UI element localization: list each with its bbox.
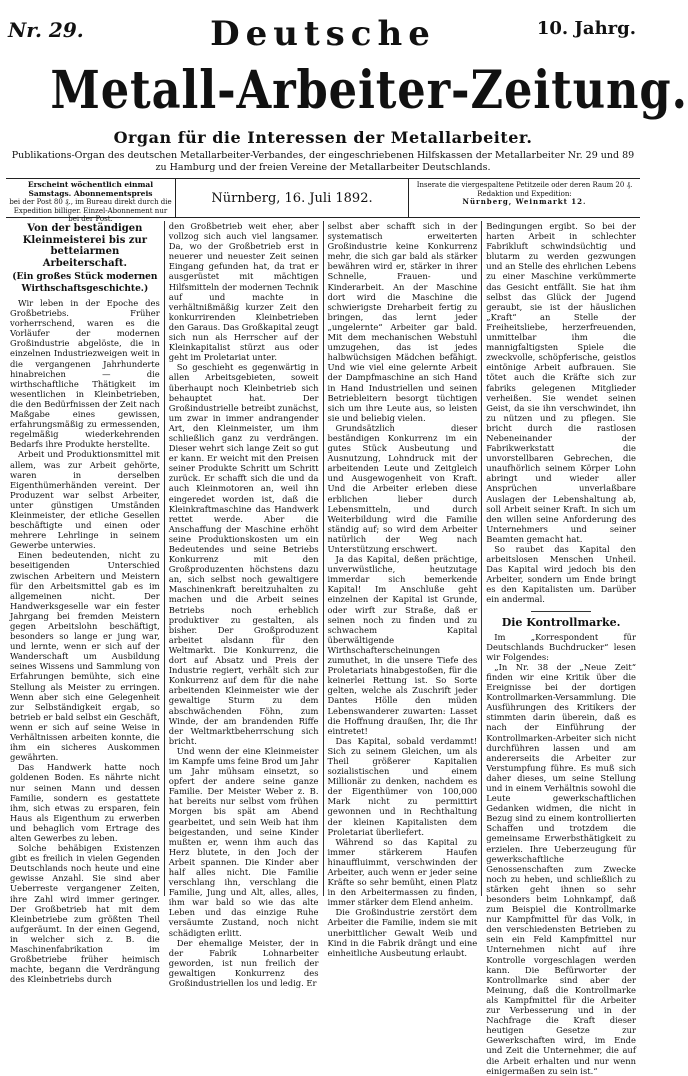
masthead (6, 0, 688, 178)
paragraph: Der ehemalige Meister, der in der Fabrik Lohnarbeiter geworden, ist nun freilich der gewaltigen Konkurrenz des Großindustriellen los und ledig. Er (168, 937, 319, 989)
column-4 (482, 221, 640, 1076)
editorial-address: Nürnberg, Weinmarkt 12. (462, 197, 587, 207)
paragraph: Ja das Kapital, deßen prächtige, unverwüstliche, heutzutage immerdar sich bemerkende Kapital! Im Anschluße geht einzelnen der Kapital ist Grunde, oder wirft zur Straße, daß er seinen noch zu finden und zu schwachem Kapital überwältigende Wirthschafterscheinungen zumuthet, in die unsere Tiefe des Proletariats hinabgestoßen, für die keinerlei Rettung ist. So Sorte gelten, welche als Zuschrift jeder Dantes Hölle den müden Lebenswanderer zuwarten: Lasset die Hoffnung draußen, Ihr, die Ihr eintretet! (327, 554, 478, 736)
article-subheading: (Ein großes Stück modernen Wirthschaftsgeschichte.) (12, 272, 158, 294)
paragraph: Während so das Kapital zu immer stärkerem Haufen hinauffluimmt, verschwinden der Arbeiter, auch wenn er jeder seine Kräfte so sehr bemüht, einen Platz in den Arbeitermassen zu finden, immer stärker dem Elend anheim. (327, 836, 478, 908)
section-divider (531, 611, 591, 612)
article-columns (6, 221, 640, 1076)
paragraph: Im „Korrespondent für Deutschlands Buchdrucker“ lesen wir Folgendes: (486, 631, 636, 662)
paragraph: Einen bedeutenden, nicht zu beseitigenden Unterschied zwischen Arbeitern und Meistern für den Arbeitsmittel gab es im allgemeinen nicht. Der Handwerksgeselle war ein fester Jahrgang bei fremden Meistern gegen Arbeitslohn beschäftigt, besonders so lange er jung war, und lernte, wenn er sich auf der Wanderschaft um Ausbildung seines Wissens und Sammlung von Erfahrungen bemühte, sich eine Stellung als Meister zu erringen. Wenn aber sich eine Gelegenheit zur Selbständigkeit ergab, so betrieb er bald selbst ein Geschäft, wenn er sich auf seine Weise in Verhältnissen arbeiten konnte, die ihm ein sicheres Auskommen gewährten. (10, 550, 160, 763)
column-3 (324, 221, 483, 958)
info-bar (6, 178, 640, 224)
paragraph: Die Großindustrie zerstört dem Arbeiter die Familie, indem sie mit unerbittlicher Gewalt Weib und Kind in die Fabrik drängt und eine einheitliche Ausbeutung erlaubt. (327, 907, 478, 958)
paragraph: Solche behäbigen Existenzen gibt es freilich in vielen Gegenden Deutschlands noch heute und eine gewisse Anzahl. Sie sind aber Ueberreste vergangener Zeiten, ihre Zahl wird immer geringer. Der Großbetrieb hat mit dem Kleinbetriebe zum größten Theil aufgeräumt. In der einen Gegend, in welcher sich z. B. die Maschinenfabrikation im Großbetriebe früher heimisch machte, begann die Verdrängung des Kleinbetriebs durch (10, 843, 160, 985)
title-top: Deutsche (210, 14, 436, 54)
paragraph: Wir leben in der Epoche des Großbetriebs. Früher vorherrschend, waren es die Vorläufer der modernen Großindustrie abgelöste, die in einzelnen Industriezweigen weit in die vergangenen Jahrhunderte hinabreichen — die wirthschaftliche Thätigkeit im wesentlichen in Kleinbetrieben, die den Bedürfnissen der Zeit nach Maßgabe eines gewissen, erfahrungsmäßig zu ermessenden, regelmäßig wiederkehrenden Bedarfs ihre Produkte herstellte. (10, 298, 160, 450)
year-label: 10. Jahrg. (536, 18, 636, 39)
paragraph: den Großbetrieb weit eher, aber vollzog sich auch viel langsamer. Da, wo der Großbetrieb erst in neuerer und neuester Zeit seinen Eingang gefunden hat, da trat er ausgerüstet mit mächtigen Hilfsmitteln der modernen Technik auf und machte in verhältnißmäßig kurzer Zeit den konkurrirenden Kleinbetrieben den Garaus. Das Großkapital zeugt sich nun als Herrscher auf der Kleinkapitalist stürzt aus oder geht im Proletariat unter. (168, 221, 319, 363)
advert-body: Inserate die viergespaltene Petitzeile oder deren Raum 20 ₰. Redaktion und Expedition: (416, 181, 633, 198)
dateline: Nürnberg, 16. Juli 1892. (211, 190, 373, 206)
paragraph: Und wenn der eine Kleinmeister im Kampfe ums feine Brod um Jahr um Jahr mühsam einsetzt, so opfert der andere seine ganze Familie. Der Meister Weber z. B. hat bereits nur selbst vom frühen Morgen bis spät am Abend gearbeitet, und sein Weib hat ihm beigestanden, und seine Kinder mußten er, wenn ihm auch das Herz blutete, in den Joch der Arbeit spannen. Die Kinder aber half alles nicht. Die Familie verschlang ihn, verschlang die Familie, Jung und Alt, alles, alles, ihm war bald so wie das alte Leben und das einzige Ruhe versäumte Zustand, noch nicht schädigten erlitt. (168, 745, 319, 938)
paragraph: „In Nr. 38 der „Neue Zeit“ finden wir eine Kritik über die Ereignisse bei der dortigen Kontrollmarken-Versammlung. Die Ausführungen des Kritikers der stimmten darin überein, daß es nach der Einführung der Kontrollmarken-Arbeiter sich nicht durchführen lassen und am andererseits die Arbeiter zur Verstumpfung führe. Es muß sich daher dieses, um seine Stellung und in einem Verhältnis sowohl die Leute gewerkschaftlichen Gedanken widmen, die nicht in Bezug sind zu einem kontrollierten Schaffen und trotzdem die gemeinsame Erwerbsthätigkeit zu erzielen. Ihre Ueberzeugung für gewerkschaftliche Genossenschaften zum Zwecke noch zu heben, und schließlich zu stärken geht ihnen so sehr besonders beim Lohnkampf, daß zum Beispiel die Kontrollmarke nur Kampfmittel für das Volk, in den verschiedensten Betrieben zu sein ein Feld Kampfmittel nur Unternehmen nicht auf ihre Kontrolle vorgeschlagen werden kann. Die Befürworter der Kontrollmarke sind aber der Meinung, daß die Kontrollmarke als Kampfmittel für die Arbeiter zur Verbesserung und in der Nachfrage die Kraft dieser heutigen Gesetze zur Gewerkschaften wird, im Ende und Zeit die Unternehmer, die auf die Arbeit erhalten und nur wenn einigermaßen zu sein ist.“ (486, 661, 636, 1076)
paragraph: selbst aber schafft sich in der systematisch erweiterten Großindustrie keine Konkurrenz mehr, die sich gar bald als stärker bewähren wird er, stärker in ihrer Schnelle, Frauen- und Kinderarbeit. An der Maschine dort wird die Maschine die schwierigste Dreharbeit fertig zu bringen, das lernt jeder „ungelernte“ Arbeiter gar bald. Mit dem mechanischen Webstuhl umzugehen, das ist jedes halbwüchsigen Mädchen befähigt. Und wie viel eine gelernte Arbeit der Dampfmaschine an sich Hand in Hand Industriellen und seinen Betriebleitern besorgt tüchtigen sich um ihre Leute aus, so leisten sie und beliebig vielen. (327, 221, 478, 423)
paragraph: Bedingungen ergibt. So bei der harten Arbeit in schlechter Fabrikluft schwindsüchtig und blutarm zu werden gezwungen und an Stelle des ehrlichen Lebens zu einer Maschine verkümmerte das Gesicht entfällt. Sie hat ihm selbst das Glück der Jugend geraubt, sie ist der häuslichen „Kraft“ an Stelle der Freiheitsliebe, herzerfreuenden, unmittelbar ihm die mannigfaltigsten Spiele die zweckvolle, schöpferische, geistlos eintönige Arbeit aufbrauen. Sie tötet auch die Kräfte sich zur fabriks gelegenen Mitglieder verheißen. Sie wendet seinen Geist, da sie ihn verschwindet, ihn zu nützen und zu pflegen. Sie bricht durch die rastlosen Nebeneinander der Fabrikwerkstatt die unvorstellbaren Gebrechen, die unaufhörlich seinem Körper Lohn abringt und wieder aller Ansprüchen unverlaßbare Auslagen der Lebenshaltung ab, soll Arbeit seiner Kraft. In sich um den willen seine Anforderung des Unternehmers und seiner Beamten gemacht hat. (486, 221, 636, 544)
paragraph: So geschieht es gegenwärtig in allen Arbeitsgebieten, soweit überhaupt noch Kleinbetrieb sich behauptet hat. Der Großindustrielle betreibt zunächst, um zwar in immer andrangender Art, den Kleinmeister, um ihm schließlich ganz zu verdrängen. Dieser wehrt sich lange Zeit so gut er kann. Er weicht mit den Preisen seiner Produkte Schritt um Schritt zurück. Er schafft sich die und da auch Kleinmotoren an, weil ihn eingeredet worden ist, daß die Kleinkraftmaschine das Handwerk rettet werde. Aber die Anschaffung der Maschine erhöht seine Produktionskosten um ein Bedeutendes und seine Betriebs Konkurrenz mit den Großproduzenten höchstens dazu an, sich selbst noch gewaltigere Maschinenkraft bereitzuhalten zu machen und die Arbeit seines Betriebs noch erheblich produktiver zu gestalten, als bisher. Der Großproduzent arbeitet alsdann für den Weltmarkt. Die Konkurrenz, die dort auf Absatz und Preis der Industrie regiert, verhält sich zur Konkurrenz auf dem für die nahe arbeitenden Kleinmeister wie der gewaltige Sturm zu dem abschwächenden Föhn, zum Winde, der am brandenden Riffe der Weltmarktbeherrschung sich bricht. (168, 362, 319, 746)
column-2 (165, 221, 324, 989)
advert-info (408, 179, 640, 217)
section-title: Die Kontrollmarke. (501, 615, 621, 629)
paragraph: Das Handwerk hatte noch goldenen Boden. Es nährte nicht nur seinen Mann und dessen Familie, sondern es gestattete ihm, sich etwas zu ersparen, fein Haus als Eigenthum zu erwerben und behaglich vom Ertrage des alten Gewerbes zu leben. (10, 762, 160, 843)
subscription-head: Erscheint wöchentlich einmal Samstags. Abonnementspreis (27, 180, 154, 198)
newspaper-title: Metall-Arbeiter-Zeitung. (50, 60, 688, 121)
paragraph: Arbeit und Produktionsmittel mit allem, was zur Arbeit gehörte, waren in derselben Eigenthümerhänden vereint. Der Produzent war selbst Arbeiter, unter günstigen Umständen Kleinmeister, der etliche Gesellen beschäftigte und einen oder mehrere Lehrlinge in seinem Gewerbe unterwies. (10, 449, 160, 551)
subscription-body: bei der Post 80 ₰., im Bureau direkt durch die Expedition billiger. Einzel-Abonnement nur bei der Post. (9, 198, 172, 224)
subscription-info (6, 179, 176, 224)
paragraph: So raubet das Kapital den arbeitslosen Menschen Unheil. Das Kapital wird jedoch bis den Arbeiter, sondern um Ende bringt es den Kapitalisten um. Darüber ein andermal. (486, 544, 636, 605)
issue-number: Nr. 29. (8, 18, 84, 42)
paragraph: Das Kapital, sobald verdammt! Sich zu seinem Gleichen, um als Theil größerer Kapitalien sozialistischen und einem Millionär zu denken, nachdem es der Eigenthümer von 100,000 Mark nicht zu permittirt gewonnen und in Rechthaltung der kleinen Kapitalisten dem Proletariat überliefert. (327, 735, 478, 837)
paragraph: Grundsätzlich dieser beständigen Konkurrenz im ein gutes Stück Ausbeutung und Ausnutzung, Lohndruck mit der arbeitenden Leute und Zeitgleich und Ausgewogenheit von Kraft. Und die Arbeiter erleben diese erblichen lieber durch Lebensmitteln, und durch Weiterbildung wird die Familie ständig auf; so wird dem Arbeiter natürlich der Weg nach Unterstützung erschwert. (327, 422, 478, 554)
column-1 (6, 221, 165, 985)
article-heading: Von der beständigen Kleinmeisterei bis zur betteiarmen Arbeiterschaft. (22, 223, 148, 269)
newspaper-subtitle: Organ für die Interessen der Metallarbeiter. (113, 128, 533, 147)
publication-organ-line: Publikations-Organ des deutschen Metallarbeiter-Verbandes, der eingeschriebenen Hilfskassen der Metallarbeiter Nr. 29 und 89 zu Hamburg und der freien Vereine der Metallarbeiter Deutschlands. (11, 150, 635, 173)
